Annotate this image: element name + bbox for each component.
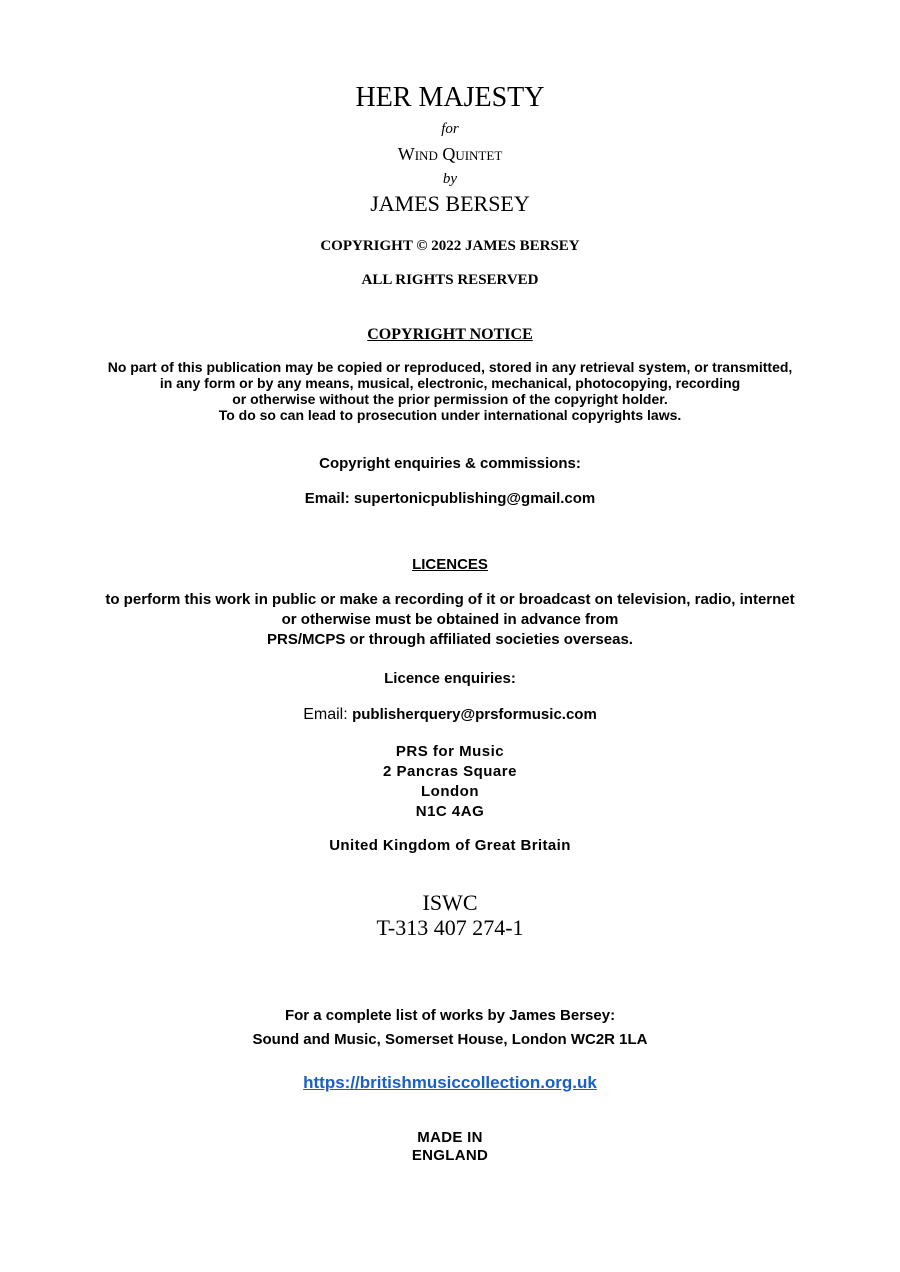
collection-link[interactable]: https://britishmusiccollection.org.uk — [303, 1073, 597, 1092]
iswc-label: ISWC — [422, 890, 478, 915]
notice-line: To do so can lead to prosecution under international copyrights laws. — [218, 407, 682, 423]
notice-line: No part of this publication may be copied or reproduced, stored in any retrieval system, or transmitted, — [107, 359, 793, 375]
copyright-line: COPYRIGHT © 2022 JAMES BERSEY — [320, 238, 580, 254]
address-line: London — [421, 783, 479, 800]
for-word: for — [441, 121, 459, 137]
works-info — [0, 1004, 900, 1052]
notice-line: or otherwise without the prior permission of the copyright holder. — [232, 391, 668, 407]
country-line: United Kingdom of Great Britain — [329, 837, 571, 854]
enquiries-heading: Copyright enquiries & commissions: — [319, 455, 581, 472]
licence-email-label: Email: — [303, 706, 348, 723]
licence-enquiries-label: Licence enquiries: — [384, 670, 516, 687]
licences-heading: LICENCES — [412, 556, 488, 573]
licences-line: to perform this work in public or make a recording of it or broadcast on television, radio, internet — [105, 591, 795, 608]
made-in-england — [0, 1129, 900, 1165]
address-line: PRS for Music — [395, 743, 505, 760]
collection-link-wrap — [0, 1073, 900, 1093]
by-word: by — [442, 171, 458, 187]
prs-address — [0, 742, 900, 822]
works-line: For a complete list of works by James Bersey: — [284, 1007, 616, 1024]
iswc-code: T-313 407 274-1 — [376, 915, 524, 940]
work-title: HER MAJESTY — [355, 82, 545, 113]
made-line: MADE IN — [417, 1129, 483, 1146]
licence-email — [0, 706, 900, 724]
copyright-notice-text — [0, 359, 900, 423]
address-line: N1C 4AG — [415, 803, 485, 820]
enquiries-email: Email: supertonicpublishing@gmail.com — [304, 490, 596, 507]
iswc-block — [0, 890, 900, 940]
licences-text — [0, 590, 900, 650]
address-line: 2 Pancras Square — [383, 763, 517, 780]
works-line: Sound and Music, Somerset House, London WC2R 1LA — [252, 1031, 648, 1048]
rights-reserved: ALL RIGHTS RESERVED — [361, 272, 539, 288]
ensemble-name: Wind Quintet — [397, 144, 503, 164]
made-line: ENGLAND — [411, 1147, 489, 1164]
licences-line: PRS/MCPS or through affiliated societies overseas. — [267, 631, 633, 648]
licence-email-address: publisherquery@prsformusic.com — [352, 706, 597, 723]
notice-line: in any form or by any means, musical, electronic, mechanical, photocopying, recording — [159, 375, 741, 391]
copyright-notice-heading: COPYRIGHT NOTICE — [367, 326, 533, 343]
composer-name: JAMES BERSEY — [370, 191, 530, 216]
licences-line: or otherwise must be obtained in advance from — [281, 611, 619, 628]
